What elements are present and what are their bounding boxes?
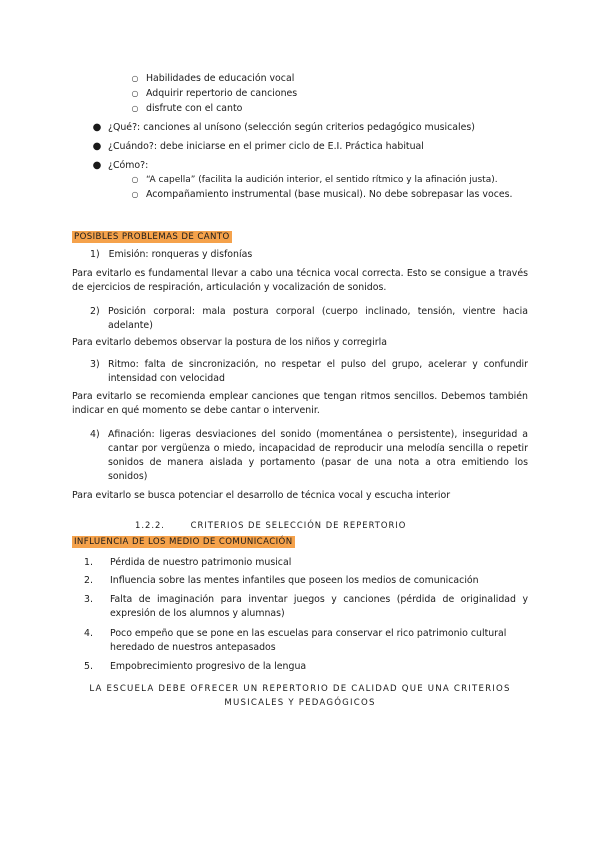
list-item: ● ¿Cuándo?: debe iniciarse en el primer ciclo de E.I. Práctica habitual bbox=[90, 140, 530, 159]
circle-bullet-icon: ○ bbox=[131, 104, 139, 113]
list-item: ○ disfrute con el canto bbox=[128, 102, 528, 117]
problem-remedy: Para evitarlo se recomienda emplear canciones que tengan ritmos sencillos. Debemos también indicar en qué momento se debe cantar o intervenir. bbox=[72, 391, 528, 416]
list-item: ● ¿Qué?: canciones al unísono (selección según criterios pedagógico musicales) bbox=[90, 121, 530, 140]
problem-remedy: Para evitarlo es fundamental llevar a cabo una técnica vocal correcta. Esto se consigue a través de ejercicios de respiración, articulación y vocalización de sonidos. bbox=[72, 268, 528, 293]
problem-item: 1) Emisión: ronqueras y disfonías bbox=[90, 249, 253, 260]
list-item: ○ “A capella” (facilita la audición interior, el sentido rítmico y la afinación justa). bbox=[128, 173, 528, 188]
media-heading: INFLUENCIA DE LOS MEDIO DE COMUNICACIÓN bbox=[74, 537, 293, 547]
circle-bullet-icon: ○ bbox=[131, 89, 139, 98]
problem-remedy: Para evitarlo se busca potenciar el desarrollo de técnica vocal y escucha interior bbox=[72, 490, 451, 501]
list-item: ○ Adquirir repertorio de canciones bbox=[128, 87, 528, 102]
bullet-icon: ● bbox=[92, 122, 102, 133]
list-item: ○ Acompañamiento instrumental (base musical). No debe sobrepasar las voces. bbox=[128, 188, 528, 218]
problems-heading: POSIBLES PROBLEMAS DE CANTO bbox=[74, 232, 230, 242]
list-item: ● ¿Cómo?: bbox=[90, 159, 530, 174]
bullet-icon: ● bbox=[92, 160, 102, 171]
list-item: ○ Habilidades de educación vocal bbox=[128, 72, 528, 87]
objectives-sublist bbox=[128, 72, 528, 117]
conclusion-text: LA ESCUELA DEBE OFRECER UN REPERTORIO DE CALIDAD QUE UNA CRITERIOS MUSICALES Y PEDAGÓGICOS bbox=[89, 684, 511, 708]
questions-list bbox=[90, 121, 530, 174]
circle-bullet-icon: ○ bbox=[131, 175, 139, 184]
circle-bullet-icon: ○ bbox=[131, 74, 139, 83]
circle-bullet-icon: ○ bbox=[131, 190, 139, 199]
bullet-icon: ● bbox=[92, 141, 102, 152]
problem-remedy: Para evitarlo debemos observar la postura de los niños y corregirla bbox=[72, 337, 387, 348]
section-title: 1.2.2. CRITERIOS DE SELECCIÓN DE REPERTORIO bbox=[135, 520, 407, 530]
como-sublist bbox=[128, 173, 528, 218]
